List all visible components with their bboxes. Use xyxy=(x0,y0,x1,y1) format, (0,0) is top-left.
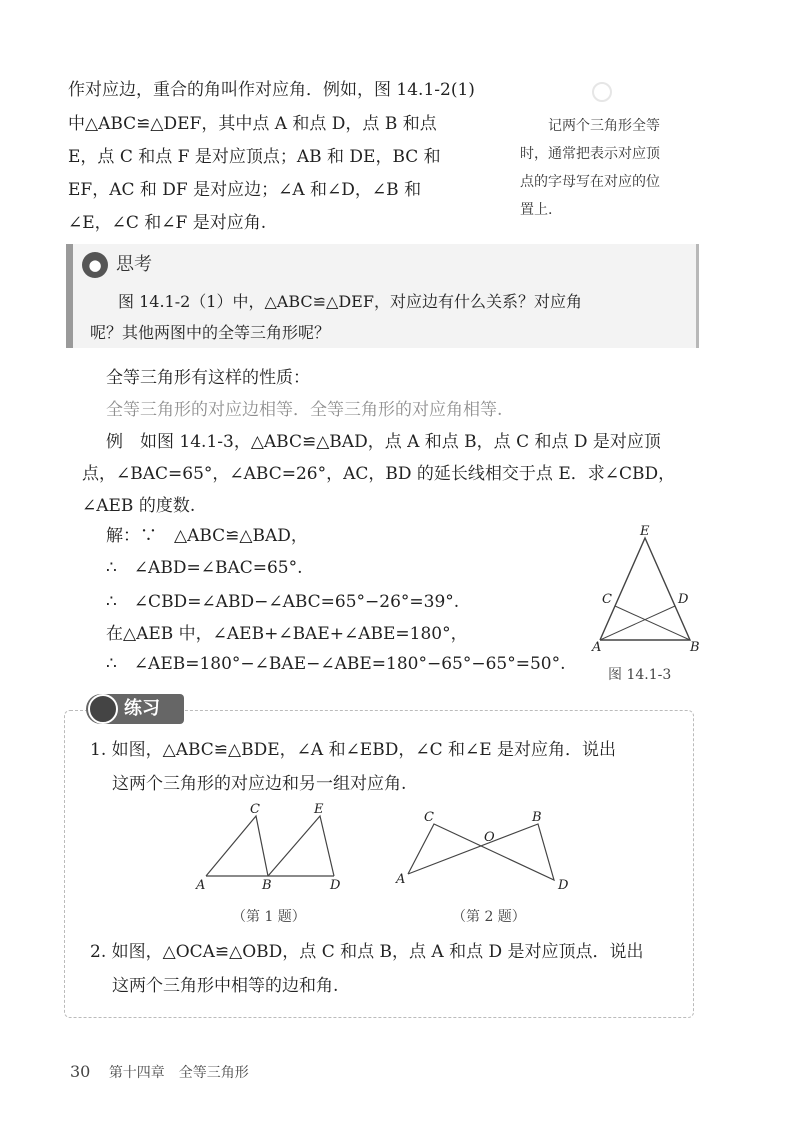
intro-line: 中△ABC≌△DEF，其中点 A 和点 D，点 B 和点 xyxy=(68,114,437,134)
question-1-line: 这两个三角形的对应边和另一组对应角. xyxy=(112,774,407,794)
margin-note-line: 时，通常把表示对应顶 xyxy=(520,146,660,162)
solution-line: ∴ ∠ABD=∠BAC=65°. xyxy=(106,558,303,578)
point-label-c: C xyxy=(424,810,434,825)
think-box-border xyxy=(696,244,699,348)
point-label-b: B xyxy=(532,810,542,825)
point-label-d: D xyxy=(678,592,689,607)
question-2-figure xyxy=(392,804,582,926)
margin-note xyxy=(520,112,700,224)
solution-line: 解：∵ △ABC≌△BAD， xyxy=(106,526,308,546)
figure-caption: （第 1 题） xyxy=(232,909,306,925)
intro-line: E，点 C 和点 F 是对应顶点；AB 和 DE，BC 和 xyxy=(68,147,441,167)
figure-caption: （第 2 题） xyxy=(452,909,526,925)
example-line: ∠AEB 的度数. xyxy=(82,496,196,516)
think-line: 呢？其他两图中的全等三角形呢？ xyxy=(90,323,331,342)
solution-line: ∴ ∠AEB=180°−∠BAE−∠ABE=180°−65°−65°=50°. xyxy=(106,654,566,674)
figure-14-1-3 xyxy=(590,526,710,686)
example-line: 例 如图 14.1-3，△ABC≌△BAD，点 A 和点 B，点 C 和点 D 是对应顶 xyxy=(106,432,661,452)
point-label-a: A xyxy=(196,878,206,893)
think-title: 思考 xyxy=(116,254,152,275)
margin-note-line: 置上. xyxy=(520,202,553,218)
question-1-figure xyxy=(194,800,364,926)
intro-line: EF，AC 和 DF 是对应边；∠A 和∠D，∠B 和 xyxy=(68,180,422,200)
chapter-title: 第十四章 全等三角形 xyxy=(108,1065,249,1081)
solution-line: ∴ ∠CBD=∠ABD−∠ABC=65°−26°=39°. xyxy=(106,592,460,612)
example-line: 点，∠BAC=65°，∠ABC=26°，AC，BD 的延长线相交于点 E．求∠CBD， xyxy=(82,464,676,484)
point-label-a: A xyxy=(592,640,602,655)
intro-line: ∠E，∠C 和∠F 是对应角. xyxy=(68,213,267,233)
pencil-icon xyxy=(88,694,118,724)
property-intro: 全等三角形有这样的性质： xyxy=(106,368,310,388)
question-1-line: 1. 如图，△ABC≌△BDE，∠A 和∠EBD，∠C 和∠E 是对应角．说出 xyxy=(90,740,617,760)
point-label-c: C xyxy=(602,592,612,607)
triangle-diagram xyxy=(590,526,710,656)
page-footer xyxy=(70,1062,249,1082)
question-2-line: 这两个三角形中相等的边和角. xyxy=(112,976,339,996)
margin-note-marker xyxy=(592,82,612,102)
property-statement: 全等三角形的对应边相等．全等三角形的对应角相等. xyxy=(106,400,503,420)
point-label-b: B xyxy=(262,878,272,893)
page-number: 30 xyxy=(70,1062,91,1081)
point-label-c: C xyxy=(250,802,260,817)
lightbulb-icon: ● xyxy=(82,252,108,278)
point-label-d: D xyxy=(558,878,569,893)
point-label-d: D xyxy=(330,878,341,893)
two-triangles-diagram xyxy=(194,800,364,890)
margin-note-line: 点的字母写在对应的位 xyxy=(520,174,660,190)
point-label-a: A xyxy=(396,872,406,887)
point-label-e: E xyxy=(640,524,650,539)
point-label-o: O xyxy=(484,830,495,845)
point-label-b: B xyxy=(690,640,700,655)
intro-line: 作对应边，重合的角叫作对应角．例如，图 14.1-2(1) xyxy=(68,80,475,100)
figure-caption: 图 14.1-3 xyxy=(608,667,672,683)
think-line: 图 14.1-2（1）中，△ABC≌△DEF，对应边有什么关系？对应角 xyxy=(118,292,582,311)
solution-line: 在△AEB 中，∠AEB+∠BAE+∠ABE=180°， xyxy=(106,624,468,644)
question-2-line: 2. 如图，△OCA≌△OBD，点 C 和点 B，点 A 和点 D 是对应顶点．说出 xyxy=(90,942,644,962)
point-label-e: E xyxy=(314,802,324,817)
exercise-title: 练习 xyxy=(124,698,160,719)
margin-note-line: 记两个三角形全等 xyxy=(548,118,660,134)
bowtie-diagram xyxy=(392,804,582,894)
